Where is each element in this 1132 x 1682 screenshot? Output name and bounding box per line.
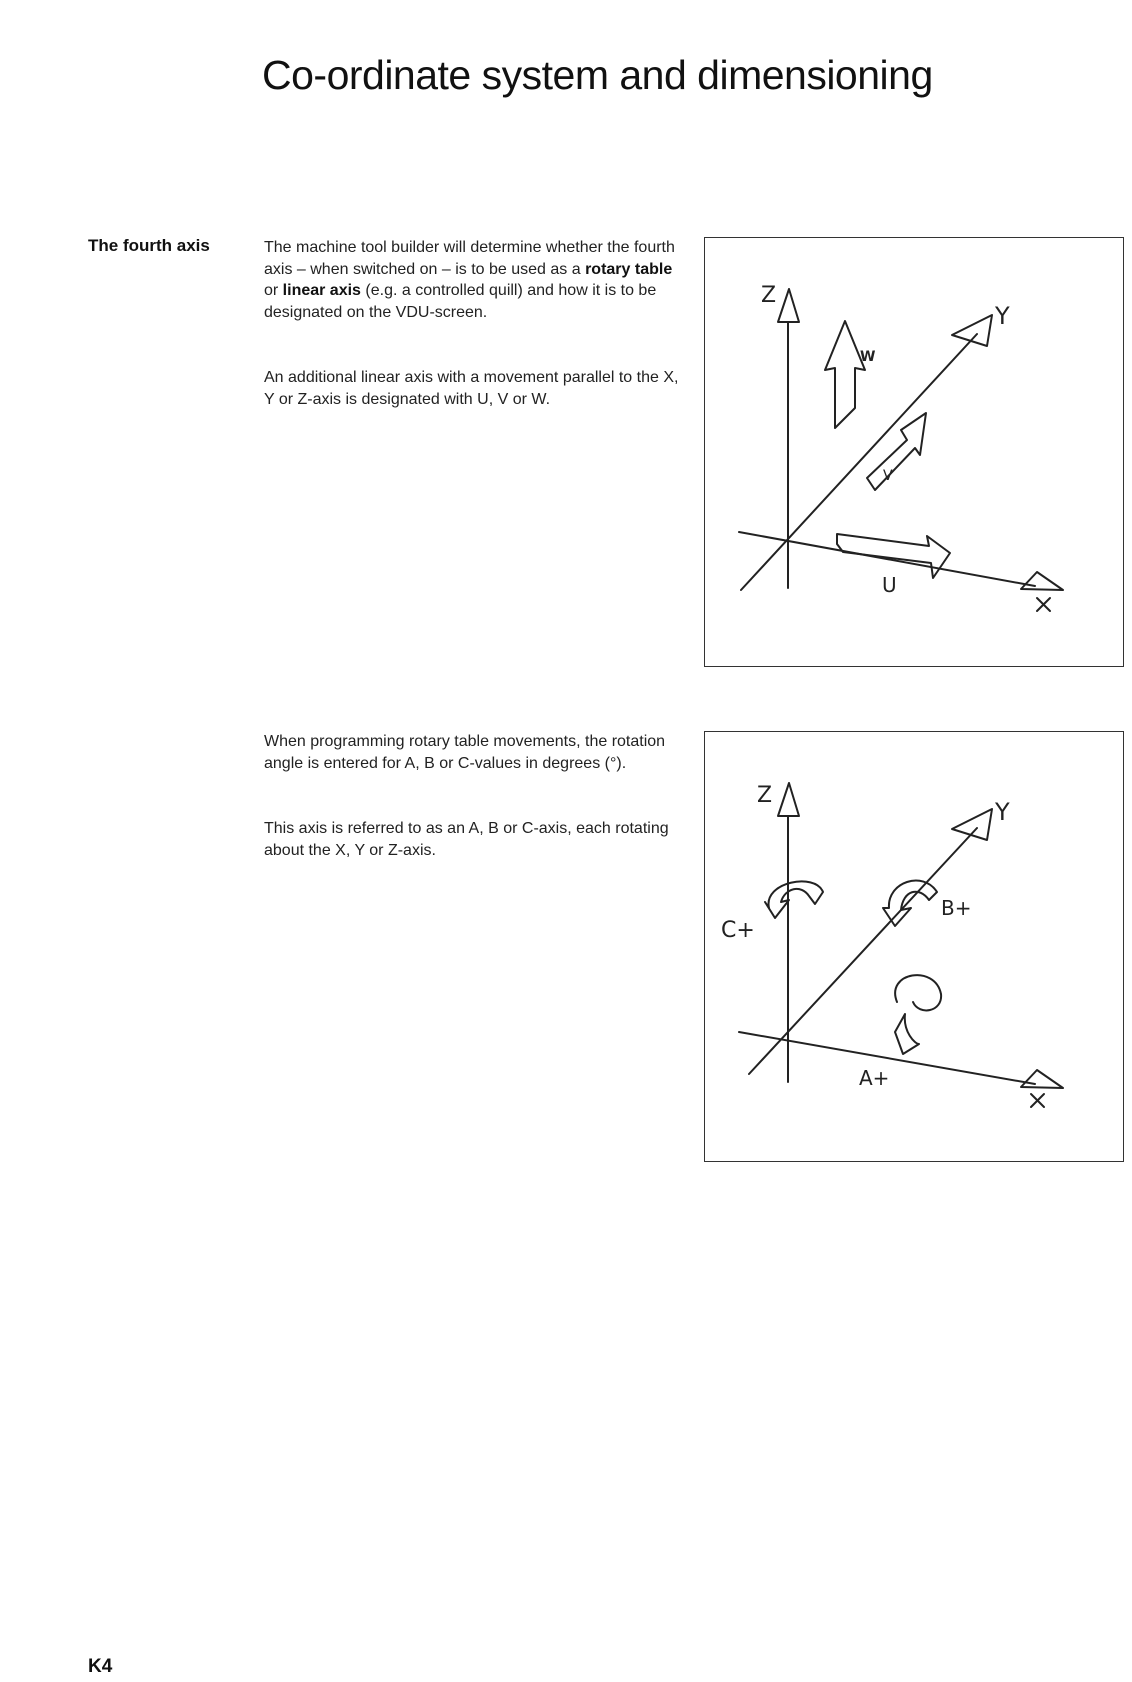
- a-rotation-arrow: [895, 975, 941, 1054]
- y-axis-line: [749, 828, 977, 1074]
- b-rotation-label: B+: [941, 896, 972, 920]
- y-axis-arrowhead: [952, 809, 992, 840]
- paragraph-axis-determination: [264, 237, 684, 323]
- paragraph-rotary-programming: When programming rotary table movements, the rotation angle is entered for A, B or C-values in degrees (°).: [264, 733, 666, 772]
- p1-text-start: The machine tool builder will determine whether the fourth axis – when switched on – is to be used as a: [264, 239, 675, 278]
- x-axis-arrowhead: [1021, 1070, 1063, 1088]
- paragraph-rotary-axis-designation: This axis is referred to as an A, B or C-axis, each rotating about the X, Y or Z-axis.: [264, 820, 669, 859]
- u-arrow: [837, 534, 950, 578]
- z-axis-arrowhead: [778, 783, 799, 816]
- x-label-cross: [1037, 598, 1050, 611]
- linear-axes-figure: [704, 237, 1124, 667]
- b-rotation-arrow: [883, 881, 937, 926]
- z-axis-label: Z: [757, 783, 773, 808]
- linear-axes-diagram: [705, 238, 1125, 668]
- u-label: U: [882, 573, 897, 597]
- z-axis-label: Z: [761, 283, 777, 308]
- w-arrow: [825, 321, 865, 428]
- a-rotation-label: A+: [859, 1066, 890, 1090]
- rotary-axes-diagram: [705, 732, 1125, 1163]
- page-number: K4: [88, 1656, 113, 1677]
- x-label-cross: [1031, 1094, 1044, 1107]
- x-axis-arrowhead: [1021, 572, 1063, 590]
- section-heading: The fourth axis: [88, 236, 210, 255]
- y-axis-label: Y: [995, 798, 1010, 826]
- x-axis-label: X: [1033, 594, 1034, 595]
- c-rotation-label: C+: [721, 918, 755, 943]
- z-axis-arrowhead: [778, 289, 799, 322]
- paragraph-additional-linear-axis: An additional linear axis with a movement parallel to the X, Y or Z-axis is designated with U, V or W.: [264, 369, 679, 408]
- page-title: Co-ordinate system and dimensioning: [262, 52, 933, 98]
- rotary-axes-figure: [704, 731, 1124, 1162]
- c-rotation-arrow: [765, 881, 823, 918]
- linear-axis-term: linear axis: [282, 282, 361, 299]
- v-label: V: [883, 468, 893, 484]
- p1-text-end: (e.g. a controlled quill) and how it is to be designated on the VDU-screen.: [264, 282, 657, 321]
- rotary-table-term: rotary table: [585, 260, 673, 278]
- x-axis-label: X: [1031, 1092, 1032, 1093]
- y-axis-label: Y: [995, 302, 1010, 330]
- p1-text-mid: or: [264, 282, 283, 299]
- v-arrow: [867, 413, 926, 490]
- y-axis-line: [741, 334, 977, 590]
- y-axis-arrowhead: [952, 315, 992, 346]
- w-label: W: [860, 349, 876, 365]
